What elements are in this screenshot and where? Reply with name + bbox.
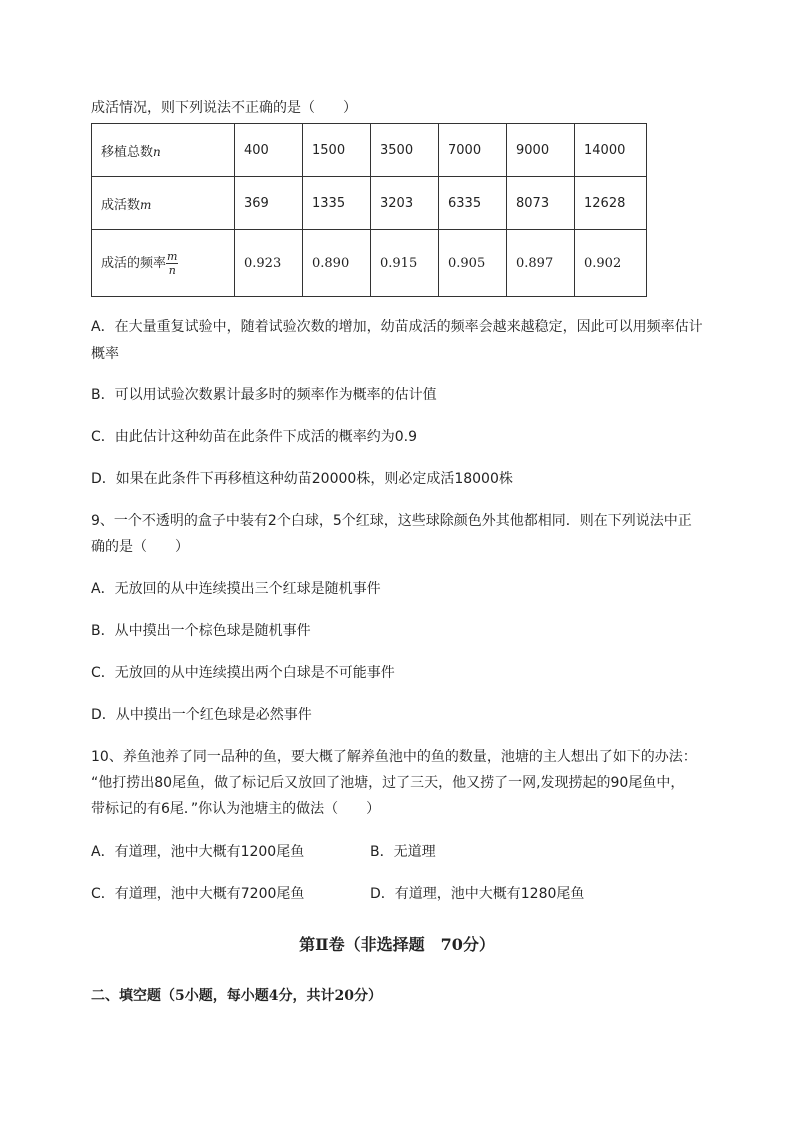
table-cell: 6335 — [439, 177, 507, 230]
row-label-survived: 成活数m — [92, 177, 235, 230]
table-cell: 3203 — [371, 177, 439, 230]
table-cell: 400 — [235, 124, 303, 177]
q10-stem-line2: “他打捞出80尾鱼，做了标记后又放回了池塘，过了三天，他又捞了一网,发现捞起的90尾鱼中， — [91, 775, 685, 791]
q10-option-b: B．无道理 — [370, 844, 436, 860]
table-cell: 8073 — [507, 177, 575, 230]
q9-option-a: A．无放回的从中连续摸出三个红球是随机事件 — [91, 581, 381, 597]
table-cell: 0.897 — [507, 230, 575, 297]
q8-option-d: D．如果在此条件下再移植这种幼苗20000株，则必定成活18000株 — [91, 471, 513, 487]
table-cell: 12628 — [575, 177, 647, 230]
table-cell: 9000 — [507, 124, 575, 177]
table-cell: 0.915 — [371, 230, 439, 297]
q8-option-a-line1: A．在大量重复试验中，随着试验次数的增加，幼苗成活的频率会越来越稳定，因此可以用频率估计 — [91, 319, 703, 335]
part2-heading: 二、填空题（5小题，每小题4分，共计20分） — [91, 988, 382, 1004]
table-cell: 3500 — [371, 124, 439, 177]
q9-stem-line1: 9、一个不透明的盒子中装有2个白球，5个红球，这些球除颜色外其他都相同．则在下列说法中正 — [91, 513, 692, 529]
q10-stem-line1: 10、养鱼池养了同一品种的鱼，要大概了解养鱼池中的鱼的数量，池塘的主人想出了如下的办法： — [91, 749, 697, 765]
table-cell: 369 — [235, 177, 303, 230]
table-cell: 1335 — [303, 177, 371, 230]
variable-m: m — [140, 197, 152, 212]
table-cell: 0.923 — [235, 230, 303, 297]
q8-option-b: B．可以用试验次数累计最多时的频率作为概率的估计值 — [91, 387, 437, 403]
q10-option-d: D．有道理，池中大概有1280尾鱼 — [370, 886, 585, 902]
seedling-data-table — [91, 123, 647, 297]
q9-option-d: D．从中摸出一个红色球是必然事件 — [91, 707, 312, 723]
q10-option-c: C．有道理，池中大概有7200尾鱼 — [91, 886, 305, 902]
table-cell: 0.890 — [303, 230, 371, 297]
row-label-total: 移植总数n — [92, 124, 235, 177]
table-cell: 0.902 — [575, 230, 647, 297]
table-cell: 1500 — [303, 124, 371, 177]
table-cell: 0.905 — [439, 230, 507, 297]
q9-stem-line2: 确的是（ ） — [91, 539, 189, 555]
table-cell: 7000 — [439, 124, 507, 177]
table-cell: 14000 — [575, 124, 647, 177]
q10-stem-line3: 带标记的有6尾．”你认为池塘主的做法（ ） — [91, 801, 381, 817]
q9-option-b: B．从中摸出一个棕色球是随机事件 — [91, 623, 311, 639]
q8-option-c: C．由此估计这种幼苗在此条件下成活的概率约为0.9 — [91, 429, 418, 445]
fraction-m-over-n: $\frac{m}{n}$ — [167, 249, 178, 277]
table-row-total — [92, 124, 647, 177]
section-title: 第Ⅱ卷（非选择题 70分） — [299, 935, 495, 954]
q9-option-c: C．无放回的从中连续摸出两个白球是不可能事件 — [91, 665, 395, 681]
q8-option-a-line2: 概率 — [91, 346, 119, 362]
q10-option-a: A．有道理，池中大概有1200尾鱼 — [91, 844, 305, 860]
table-row-survived — [92, 177, 647, 230]
variable-n: n — [153, 144, 161, 159]
table-row-rate — [92, 230, 647, 297]
question-intro: 成活情况，则下列说法不正确的是（ ） — [91, 100, 357, 116]
row-label-rate: 成活的频率 $\frac{m}{n}$ — [92, 230, 235, 297]
